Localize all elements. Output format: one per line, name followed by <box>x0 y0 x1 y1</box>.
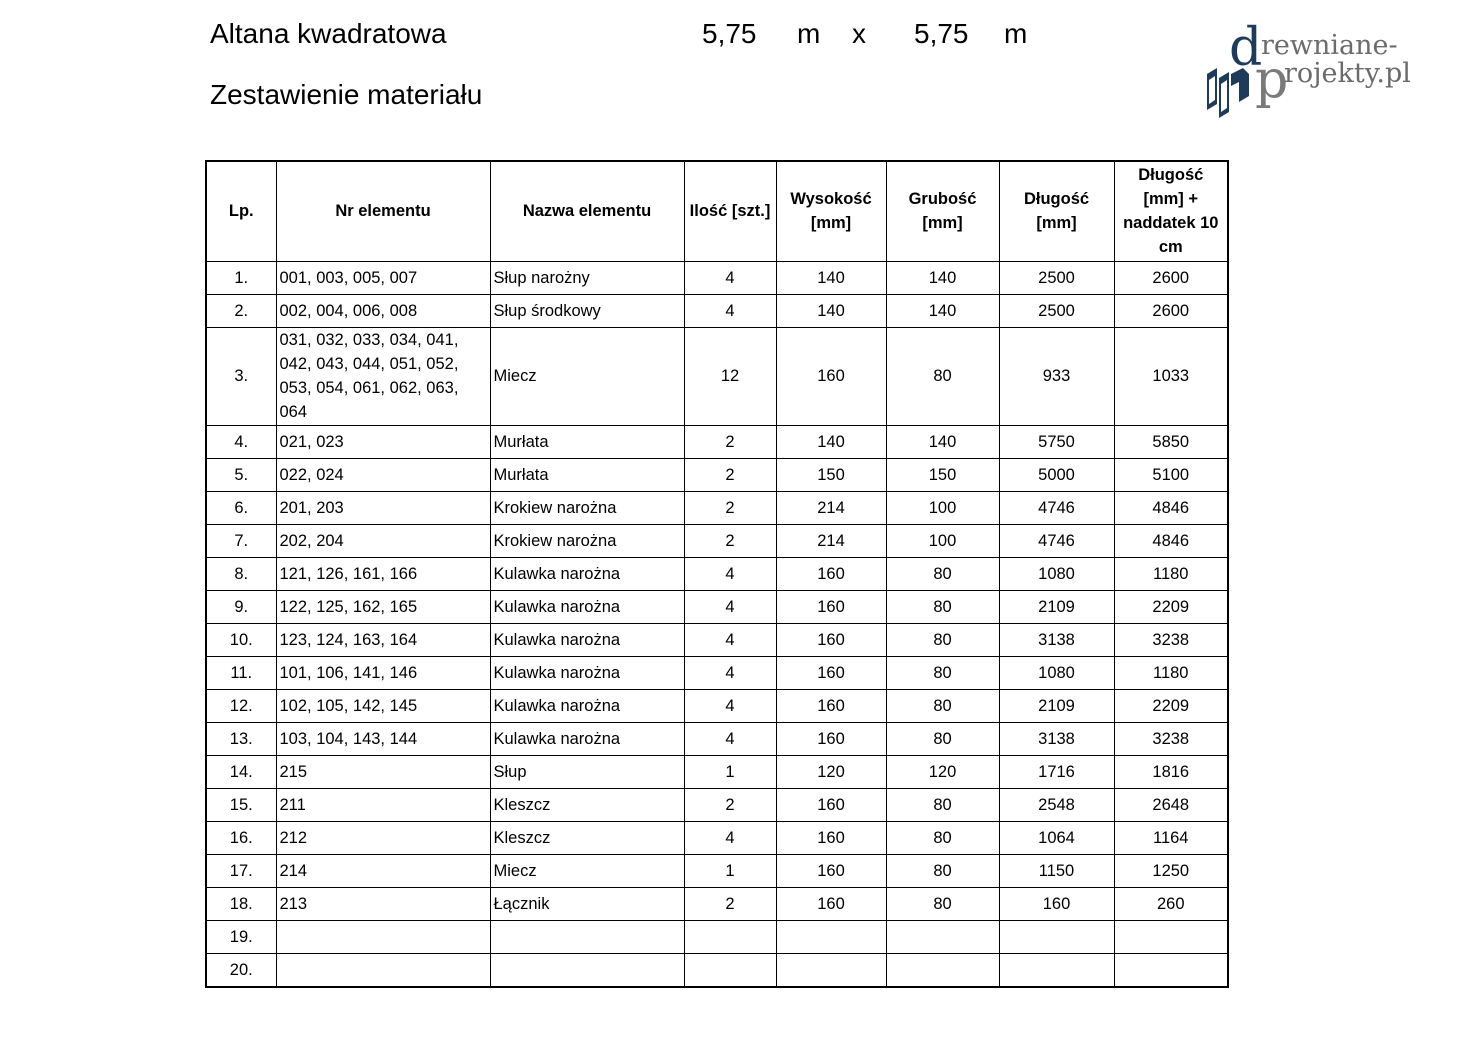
cell-element-number: 201, 203 <box>276 491 490 524</box>
cell-height <box>776 953 886 987</box>
cell-thickness: 80 <box>886 854 999 887</box>
cell-length: 933 <box>999 327 1114 425</box>
table-row <box>206 623 1228 656</box>
document-subtitle: Zestawienie materiału <box>210 79 483 110</box>
cell-element-number: 213 <box>276 887 490 920</box>
cell-length: 1150 <box>999 854 1114 887</box>
cell-element-name: Kulawka narożna <box>490 557 684 590</box>
table-row <box>206 425 1228 458</box>
cell-quantity: 4 <box>684 722 776 755</box>
cell-quantity <box>684 953 776 987</box>
cell-length-allowance <box>1114 920 1228 953</box>
table-row <box>206 294 1228 327</box>
cell-length-allowance: 2209 <box>1114 590 1228 623</box>
cell-quantity: 4 <box>684 689 776 722</box>
table-row <box>206 788 1228 821</box>
cell-element-number: 122, 125, 162, 165 <box>276 590 490 623</box>
cell-element-number: 102, 105, 142, 145 <box>276 689 490 722</box>
cell-height: 160 <box>776 854 886 887</box>
cell-lp: 18. <box>206 887 276 920</box>
cell-length: 3138 <box>999 722 1114 755</box>
cell-element-number <box>276 953 490 987</box>
cell-length: 2548 <box>999 788 1114 821</box>
unit-b: m <box>1004 18 1028 49</box>
cell-length-allowance <box>1114 953 1228 987</box>
cell-quantity: 1 <box>684 755 776 788</box>
cell-height: 214 <box>776 524 886 557</box>
cell-height <box>776 920 886 953</box>
column-header-length-allowance: Długość [mm] + naddatek 10 cm <box>1114 161 1228 261</box>
cell-thickness: 80 <box>886 623 999 656</box>
table-row <box>206 327 1228 425</box>
cell-thickness <box>886 953 999 987</box>
cell-thickness: 140 <box>886 425 999 458</box>
cell-element-number: 103, 104, 143, 144 <box>276 722 490 755</box>
cell-element-name: Kulawka narożna <box>490 656 684 689</box>
cell-length: 1064 <box>999 821 1114 854</box>
cell-thickness: 80 <box>886 557 999 590</box>
cell-height: 140 <box>776 294 886 327</box>
cell-length: 5750 <box>999 425 1114 458</box>
table-row <box>206 920 1228 953</box>
cell-lp: 2. <box>206 294 276 327</box>
cell-quantity: 12 <box>684 327 776 425</box>
logo-initial-d: d <box>1229 18 1263 78</box>
cell-thickness: 80 <box>886 788 999 821</box>
cell-lp: 8. <box>206 557 276 590</box>
cell-element-name: Słup narożny <box>490 261 684 294</box>
cell-element-number: 021, 023 <box>276 425 490 458</box>
cell-element-number: 031, 032, 033, 034, 041, 042, 043, 044, 051, 052, 053, 054, 061, 062, 063, 064 <box>276 327 490 425</box>
cell-thickness: 80 <box>886 821 999 854</box>
cell-thickness: 80 <box>886 722 999 755</box>
cell-thickness: 80 <box>886 590 999 623</box>
cell-length-allowance: 5100 <box>1114 458 1228 491</box>
cell-quantity: 4 <box>684 656 776 689</box>
cell-element-number: 001, 003, 005, 007 <box>276 261 490 294</box>
column-header-length: Długość [mm] <box>999 161 1114 261</box>
cell-height: 160 <box>776 821 886 854</box>
cell-lp: 9. <box>206 590 276 623</box>
cell-quantity <box>684 920 776 953</box>
logo-text-line2: rojekty.pl <box>1284 58 1411 89</box>
column-header-quantity: Ilość [szt.] <box>684 161 776 261</box>
cell-element-name: Łącznik <box>490 887 684 920</box>
table-body <box>206 261 1228 987</box>
cell-element-name: Miecz <box>490 327 684 425</box>
material-table <box>205 160 1229 988</box>
dimension-b: 5,75 <box>914 18 969 49</box>
cell-length: 5000 <box>999 458 1114 491</box>
cell-element-number: 214 <box>276 854 490 887</box>
cell-quantity: 2 <box>684 788 776 821</box>
cell-length: 1080 <box>999 656 1114 689</box>
table-row <box>206 590 1228 623</box>
cell-thickness: 140 <box>886 261 999 294</box>
cell-lp: 17. <box>206 854 276 887</box>
column-header-element-name: Nazwa elementu <box>490 161 684 261</box>
cell-length-allowance: 3238 <box>1114 722 1228 755</box>
table-row <box>206 854 1228 887</box>
cell-length: 2109 <box>999 590 1114 623</box>
cell-lp: 16. <box>206 821 276 854</box>
table-row <box>206 557 1228 590</box>
table-row <box>206 261 1228 294</box>
cell-length-allowance: 1033 <box>1114 327 1228 425</box>
cell-lp: 3. <box>206 327 276 425</box>
cell-element-number: 202, 204 <box>276 524 490 557</box>
cell-length <box>999 920 1114 953</box>
cell-length: 2109 <box>999 689 1114 722</box>
cell-length-allowance: 2600 <box>1114 294 1228 327</box>
cell-thickness: 100 <box>886 491 999 524</box>
cell-quantity: 4 <box>684 623 776 656</box>
cell-element-number: 211 <box>276 788 490 821</box>
cell-length-allowance: 2209 <box>1114 689 1228 722</box>
cell-quantity: 2 <box>684 491 776 524</box>
column-header-lp: Lp. <box>206 161 276 261</box>
cell-length-allowance: 1164 <box>1114 821 1228 854</box>
cell-lp: 1. <box>206 261 276 294</box>
column-header-element-number: Nr elementu <box>276 161 490 261</box>
table-row <box>206 656 1228 689</box>
cell-length-allowance: 4846 <box>1114 524 1228 557</box>
cell-lp: 11. <box>206 656 276 689</box>
cell-length: 3138 <box>999 623 1114 656</box>
cell-length-allowance: 3238 <box>1114 623 1228 656</box>
cell-length: 1080 <box>999 557 1114 590</box>
cell-quantity: 1 <box>684 854 776 887</box>
cell-height: 160 <box>776 788 886 821</box>
cell-element-number: 022, 024 <box>276 458 490 491</box>
cell-length: 4746 <box>999 491 1114 524</box>
cell-height: 160 <box>776 689 886 722</box>
cell-height: 214 <box>776 491 886 524</box>
cell-element-name: Miecz <box>490 854 684 887</box>
cell-element-name: Kulawka narożna <box>490 623 684 656</box>
cell-height: 160 <box>776 656 886 689</box>
cell-lp: 7. <box>206 524 276 557</box>
cell-length-allowance: 5850 <box>1114 425 1228 458</box>
cell-quantity: 4 <box>684 294 776 327</box>
cell-element-name: Kulawka narożna <box>490 689 684 722</box>
cell-element-number: 121, 126, 161, 166 <box>276 557 490 590</box>
column-header-height: Wysokość [mm] <box>776 161 886 261</box>
cell-lp: 19. <box>206 920 276 953</box>
cell-quantity: 2 <box>684 458 776 491</box>
cell-height: 160 <box>776 327 886 425</box>
cell-quantity: 4 <box>684 557 776 590</box>
cell-element-name: Kleszcz <box>490 821 684 854</box>
table-row <box>206 689 1228 722</box>
cell-height: 120 <box>776 755 886 788</box>
cell-thickness: 80 <box>886 887 999 920</box>
cell-length <box>999 953 1114 987</box>
cell-height: 160 <box>776 590 886 623</box>
cell-element-number: 212 <box>276 821 490 854</box>
cell-height: 160 <box>776 557 886 590</box>
cell-element-name: Murłata <box>490 425 684 458</box>
table-row <box>206 491 1228 524</box>
cell-lp: 13. <box>206 722 276 755</box>
table-row <box>206 722 1228 755</box>
table-row <box>206 458 1228 491</box>
cell-element-name: Kulawka narożna <box>490 722 684 755</box>
cell-length: 160 <box>999 887 1114 920</box>
cell-quantity: 4 <box>684 821 776 854</box>
table-row <box>206 821 1228 854</box>
times-sign: x <box>852 18 866 49</box>
cell-element-number: 002, 004, 006, 008 <box>276 294 490 327</box>
cell-height: 160 <box>776 623 886 656</box>
cell-element-name: Krokiew narożna <box>490 491 684 524</box>
cell-length: 1716 <box>999 755 1114 788</box>
cell-thickness: 80 <box>886 656 999 689</box>
cell-length-allowance: 1180 <box>1114 656 1228 689</box>
cell-length-allowance: 4846 <box>1114 491 1228 524</box>
cell-quantity: 2 <box>684 425 776 458</box>
cell-height: 160 <box>776 887 886 920</box>
cell-element-number: 123, 124, 163, 164 <box>276 623 490 656</box>
cell-length-allowance: 2600 <box>1114 261 1228 294</box>
cell-quantity: 4 <box>684 590 776 623</box>
cell-lp: 12. <box>206 689 276 722</box>
cell-thickness: 120 <box>886 755 999 788</box>
cell-lp: 15. <box>206 788 276 821</box>
document-title: Altana kwadratowa <box>210 18 447 49</box>
table-row <box>206 953 1228 987</box>
cell-lp: 10. <box>206 623 276 656</box>
cell-quantity: 4 <box>684 261 776 294</box>
cell-quantity: 2 <box>684 887 776 920</box>
cell-element-number <box>276 920 490 953</box>
cell-length: 4746 <box>999 524 1114 557</box>
cell-length: 2500 <box>999 261 1114 294</box>
table-header-row <box>206 161 1228 261</box>
cell-length-allowance: 1816 <box>1114 755 1228 788</box>
unit-a: m <box>797 18 821 49</box>
cell-lp: 5. <box>206 458 276 491</box>
cell-element-name: Słup <box>490 755 684 788</box>
cell-element-name: Krokiew narożna <box>490 524 684 557</box>
cell-element-name: Słup środkowy <box>490 294 684 327</box>
cell-length-allowance: 260 <box>1114 887 1228 920</box>
cell-thickness: 100 <box>886 524 999 557</box>
cell-thickness: 80 <box>886 327 999 425</box>
cell-element-name: Kleszcz <box>490 788 684 821</box>
logo-initial-p: p <box>1255 50 1289 110</box>
cell-thickness: 140 <box>886 294 999 327</box>
table-row <box>206 887 1228 920</box>
cell-element-name <box>490 920 684 953</box>
cell-thickness: 150 <box>886 458 999 491</box>
cell-element-number: 101, 106, 141, 146 <box>276 656 490 689</box>
logo-text-line1: rewniane- <box>1261 30 1398 61</box>
cell-length-allowance: 2648 <box>1114 788 1228 821</box>
cell-height: 160 <box>776 722 886 755</box>
cell-length-allowance: 1250 <box>1114 854 1228 887</box>
cell-thickness <box>886 920 999 953</box>
cell-lp: 14. <box>206 755 276 788</box>
cell-quantity: 2 <box>684 524 776 557</box>
table-row <box>206 755 1228 788</box>
cell-lp: 6. <box>206 491 276 524</box>
cell-thickness: 80 <box>886 689 999 722</box>
cell-length: 2500 <box>999 294 1114 327</box>
cell-element-name: Murłata <box>490 458 684 491</box>
company-logo <box>1203 18 1433 123</box>
cell-lp: 20. <box>206 953 276 987</box>
cell-height: 140 <box>776 261 886 294</box>
cell-length-allowance: 1180 <box>1114 557 1228 590</box>
cell-height: 140 <box>776 425 886 458</box>
cell-lp: 4. <box>206 425 276 458</box>
cell-height: 150 <box>776 458 886 491</box>
cell-element-number: 215 <box>276 755 490 788</box>
cell-element-name: Kulawka narożna <box>490 590 684 623</box>
cell-element-name <box>490 953 684 987</box>
dimension-a: 5,75 <box>702 18 757 49</box>
column-header-thickness: Grubość [mm] <box>886 161 999 261</box>
table-row <box>206 524 1228 557</box>
